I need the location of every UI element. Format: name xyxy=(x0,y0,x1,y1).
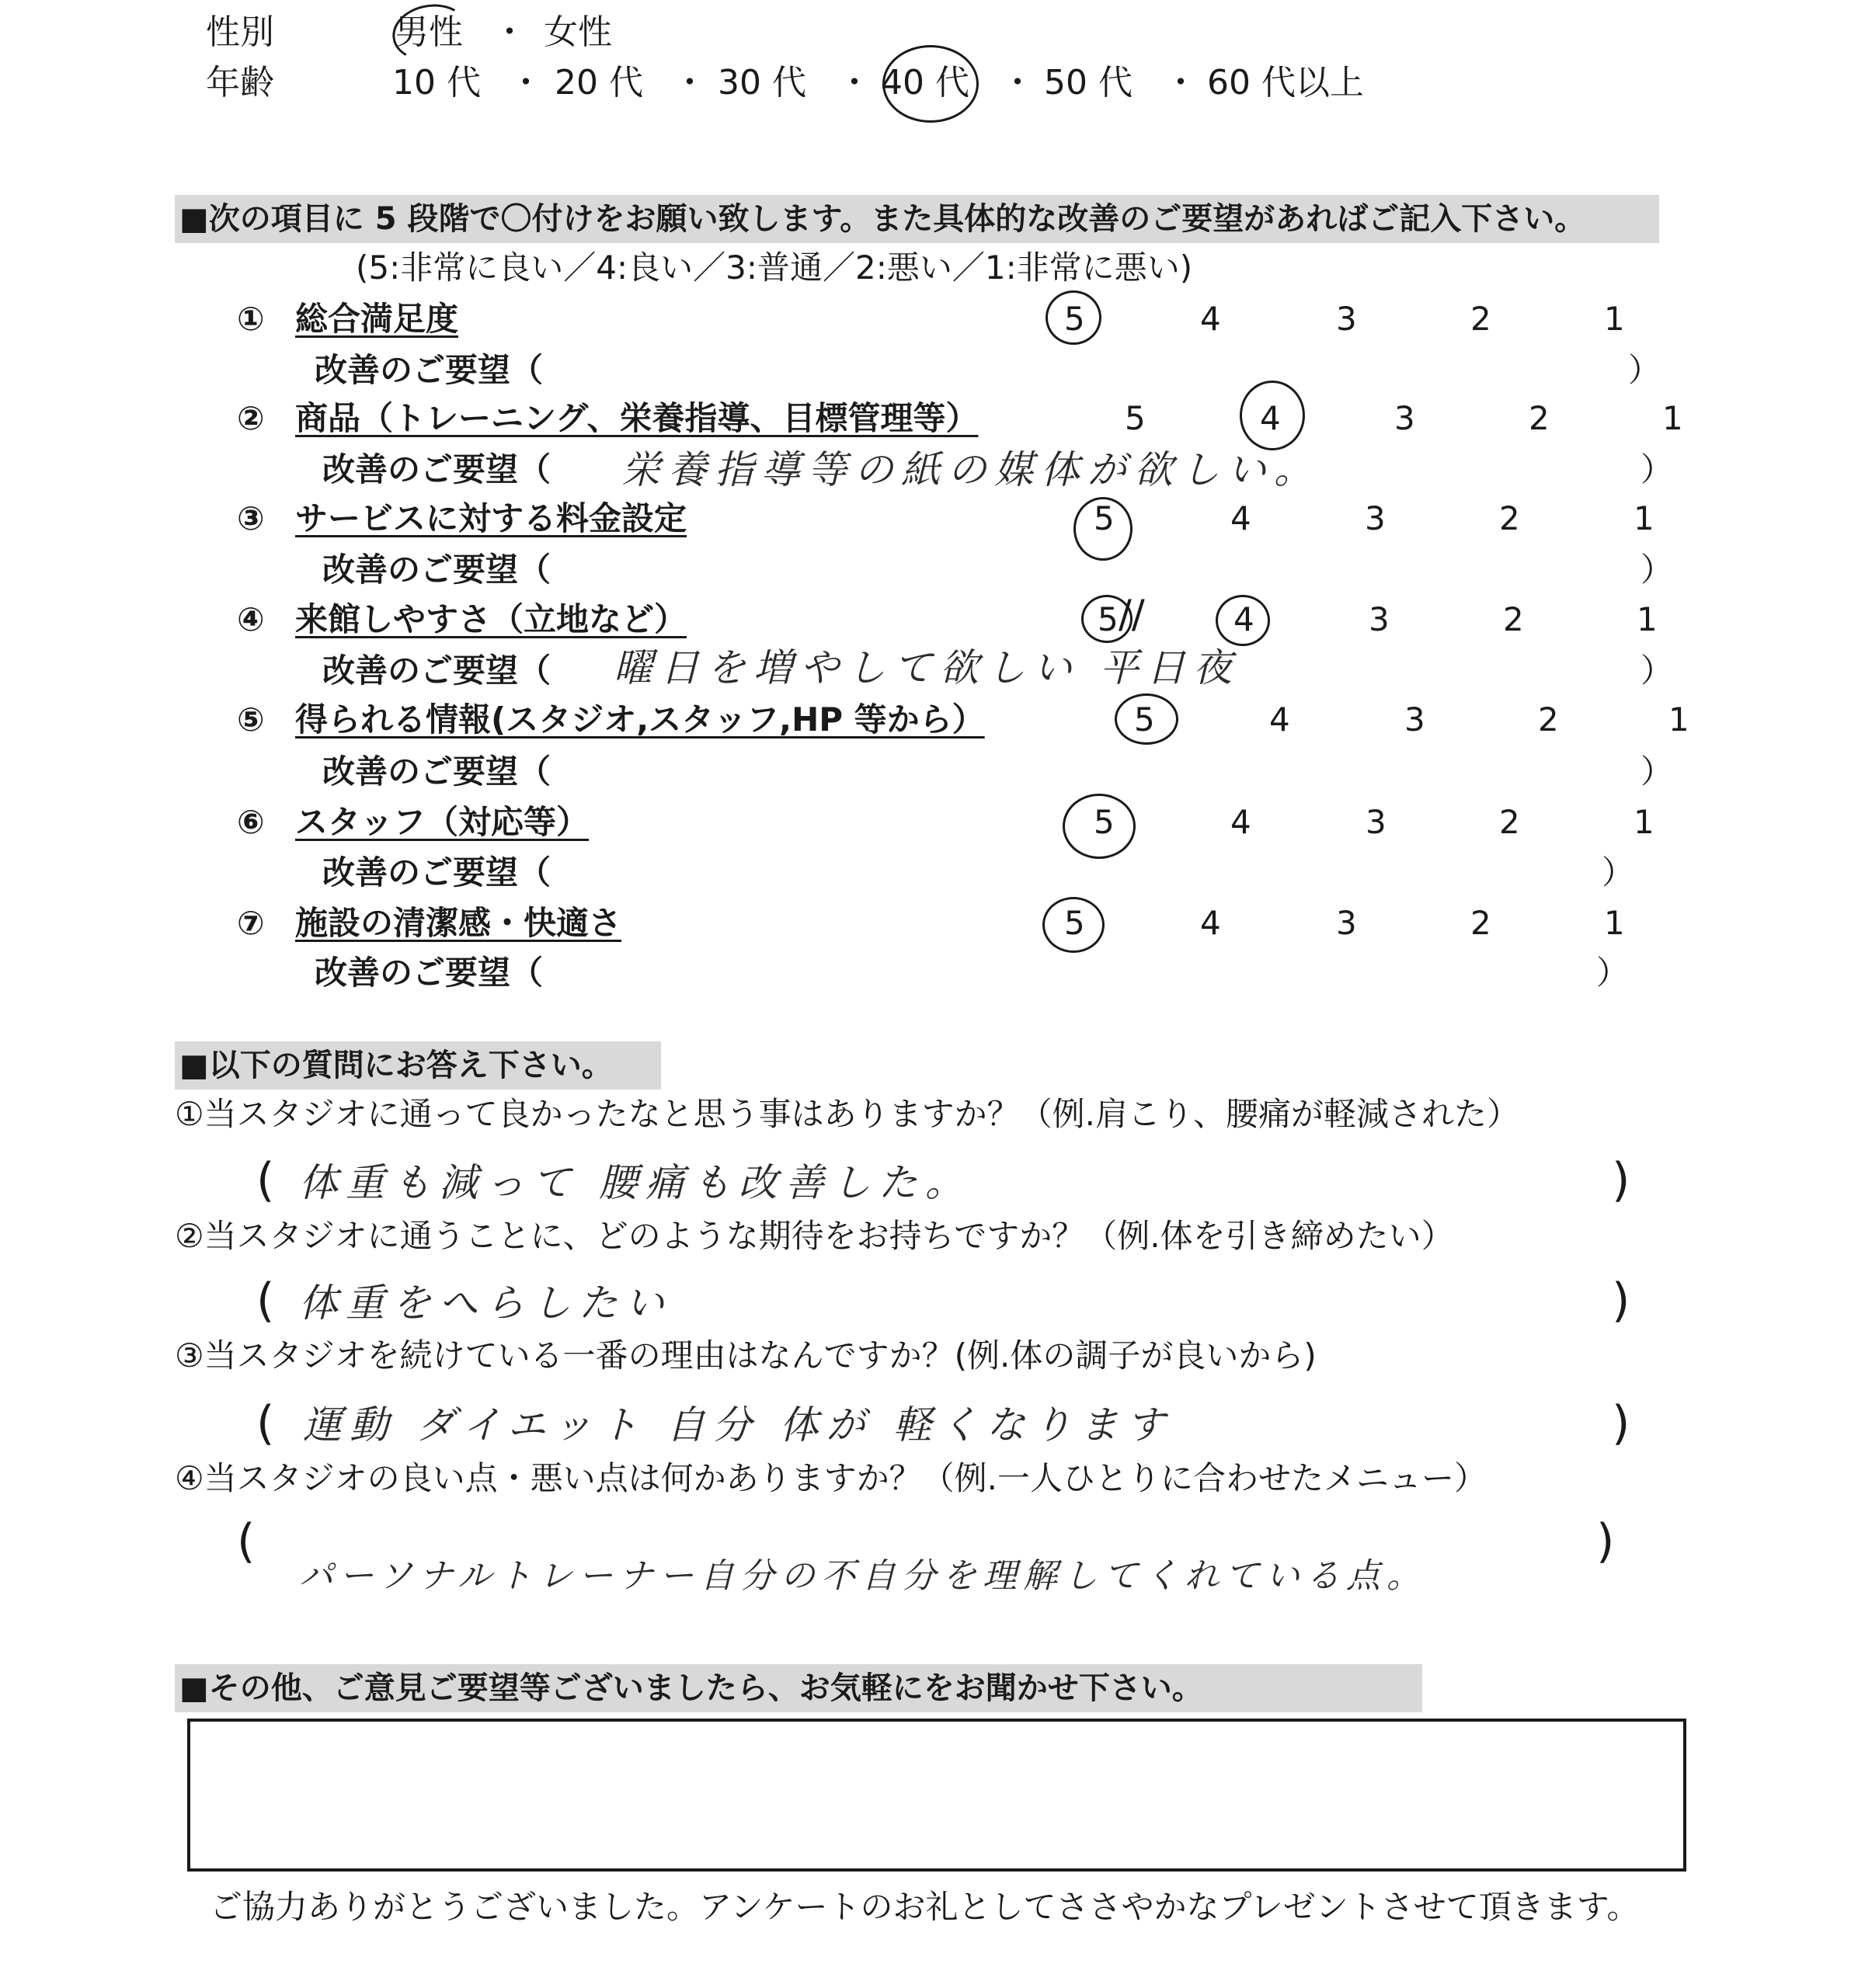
item-label-products: 商品（トレーニング、栄養指導、目標管理等） xyxy=(295,399,979,437)
item-number: ④ xyxy=(237,600,265,638)
request-label: 改善のご要望（ xyxy=(322,551,551,589)
age-separator: ・ xyxy=(837,63,872,103)
score-option[interactable]: 5 xyxy=(1094,803,1115,841)
age-separator: ・ xyxy=(509,63,543,103)
score-option[interactable]: 4 xyxy=(1200,904,1221,942)
score-option[interactable]: 5 xyxy=(1094,499,1115,537)
selected-score-circle xyxy=(1042,897,1105,953)
answer-open-paren: ( xyxy=(237,1514,256,1569)
item-number: ⑥ xyxy=(237,803,265,841)
score-option[interactable]: 2 xyxy=(1538,700,1559,739)
item-label-pricing: サービスに対する料金設定 xyxy=(295,499,687,537)
score-option[interactable]: 5 xyxy=(1064,300,1085,338)
request-close-paren: ） xyxy=(1596,954,1630,992)
request-answer-handwritten[interactable]: 曜日を増やして欲しい 平日夜 xyxy=(614,645,1240,690)
strike-mark: // xyxy=(1119,592,1145,637)
question-1: ①当スタジオに通って良かったなと思う事はありますか？（例.肩こり、腰痛が軽減された） xyxy=(175,1095,1520,1133)
score-option[interactable]: 5 xyxy=(1064,904,1085,942)
request-close-paren: ） xyxy=(1602,853,1635,891)
item-number: ① xyxy=(237,300,265,338)
age-selected-circle xyxy=(882,45,979,123)
age-separator: ・ xyxy=(673,63,707,103)
score-option[interactable]: 3 xyxy=(1366,803,1387,841)
answer-4-handwritten[interactable]: パーソナルトレーナー自分の不自分を理解してくれている点。 xyxy=(299,1556,1428,1596)
request-close-paren: ） xyxy=(1641,450,1674,488)
request-label: 改善のご要望（ xyxy=(322,450,551,488)
item-number: ② xyxy=(237,399,265,437)
rating-section-title: ■次の項目に 5 段階で〇付けをお願い致します。また具体的な改善のご要望があればご記入下さい。 xyxy=(175,195,1659,243)
request-label: 改善のご要望（ xyxy=(322,752,551,791)
score-option[interactable]: 5 xyxy=(1098,600,1119,638)
request-close-paren: ） xyxy=(1628,351,1661,389)
item-label-accessibility: 来館しやすさ（立地など） xyxy=(295,600,687,638)
score-option[interactable]: 2 xyxy=(1470,904,1491,942)
item-label-cleanliness: 施設の清潔感・快適さ xyxy=(295,904,622,942)
score-option[interactable]: 3 xyxy=(1404,700,1425,739)
age-option-40s[interactable]: 40 代 xyxy=(881,63,969,103)
score-option[interactable]: 4 xyxy=(1260,399,1281,437)
score-option[interactable]: 3 xyxy=(1336,904,1357,942)
comments-section-title: ■その他、ご意見ご要望等ございましたら、お気軽にをお聞かせ下さい。 xyxy=(175,1664,1422,1712)
question-section-title: ■以下の質問にお答え下さい。 xyxy=(175,1041,661,1090)
score-option[interactable]: 5 xyxy=(1134,700,1155,739)
request-label: 改善のご要望（ xyxy=(315,351,544,389)
request-close-paren: ） xyxy=(1641,752,1674,791)
request-label: 改善のご要望（ xyxy=(322,652,551,690)
answer-3-handwritten[interactable]: 運動 ダイエット 自分 体が 軽くなります xyxy=(303,1402,1173,1448)
answer-close-paren: ) xyxy=(1612,1153,1630,1208)
question-2: ②当スタジオに通うことに、どのような期待をお持ちですか？（例.体を引き締めたい） xyxy=(175,1217,1454,1255)
score-option[interactable]: 3 xyxy=(1394,399,1415,437)
score-option[interactable]: 1 xyxy=(1634,499,1654,537)
score-option[interactable]: 4 xyxy=(1233,600,1254,638)
score-option[interactable]: 1 xyxy=(1662,399,1683,437)
age-separator: ・ xyxy=(1164,63,1198,103)
answer-close-paren: ) xyxy=(1596,1514,1615,1569)
selected-score-circle xyxy=(1216,595,1270,646)
score-option[interactable]: 1 xyxy=(1637,600,1658,638)
gender-option-male[interactable]: 男性 xyxy=(395,12,463,52)
rating-scale-legend: (5:非常に良い／4:良い／3:普通／2:悪い／1:非常に悪い) xyxy=(356,248,1193,287)
selected-score-circle xyxy=(1063,794,1136,859)
score-option[interactable]: 4 xyxy=(1230,499,1251,537)
age-separator: ・ xyxy=(1000,63,1035,103)
score-option[interactable]: 2 xyxy=(1499,499,1520,537)
item-number: ⑤ xyxy=(237,700,265,739)
score-option[interactable]: 2 xyxy=(1499,803,1520,841)
item-label-staff: スタッフ（対応等） xyxy=(295,803,590,841)
gender-selected-circle xyxy=(388,0,472,67)
answer-close-paren: ) xyxy=(1612,1274,1630,1328)
answer-2-handwritten[interactable]: 体重をへらしたい xyxy=(299,1281,672,1326)
score-option[interactable]: 1 xyxy=(1634,803,1654,841)
answer-1-handwritten[interactable]: 体重も減って 腰痛も改善した。 xyxy=(299,1160,972,1205)
comments-textarea[interactable] xyxy=(187,1719,1686,1872)
score-option[interactable]: 4 xyxy=(1230,803,1251,841)
answer-open-paren: ( xyxy=(256,1153,275,1208)
gender-separator: ・ xyxy=(492,12,527,52)
question-4: ④当スタジオの良い点・悪い点は何かありますか？（例.一人ひとりに合わせたメニュー） xyxy=(175,1459,1487,1497)
answer-close-paren: ) xyxy=(1612,1396,1630,1451)
age-option-30s[interactable]: 30 代 xyxy=(718,63,806,103)
score-option[interactable]: 5 xyxy=(1125,399,1146,437)
thank-you-note: ご協力ありがとうございました。アンケートのお礼としてささやかなプレゼントさせて頂きます。 xyxy=(210,1888,1640,1926)
score-option[interactable]: 4 xyxy=(1269,700,1290,739)
answer-open-paren: ( xyxy=(256,1396,275,1451)
request-answer-handwritten[interactable]: 栄養指導等の紙の媒体が欲しい。 xyxy=(621,447,1320,492)
score-option[interactable]: 3 xyxy=(1365,499,1386,537)
request-label: 改善のご要望（ xyxy=(322,853,551,891)
question-3: ③当スタジオを続けている一番の理由はなんですか？(例.体の調子が良いから) xyxy=(175,1336,1317,1375)
age-option-10s[interactable]: 10 代 xyxy=(392,63,481,103)
score-option[interactable]: 3 xyxy=(1336,300,1357,338)
score-option[interactable]: 3 xyxy=(1369,600,1390,638)
item-label-information: 得られる情報(スタジオ,スタッフ,HP 等から） xyxy=(295,700,985,739)
gender-option-female[interactable]: 女性 xyxy=(544,12,612,52)
answer-open-paren: ( xyxy=(256,1274,275,1328)
age-label: 年齢 xyxy=(206,63,274,103)
selected-score-circle xyxy=(1046,290,1101,345)
score-option[interactable]: 4 xyxy=(1200,300,1221,338)
selected-score-circle xyxy=(1240,381,1305,450)
selected-score-circle xyxy=(1073,497,1133,561)
age-option-20s[interactable]: 20 代 xyxy=(555,63,643,103)
score-option[interactable]: 2 xyxy=(1470,300,1491,338)
score-option[interactable]: 1 xyxy=(1604,300,1625,338)
score-option[interactable]: 2 xyxy=(1529,399,1550,437)
age-option-50s[interactable]: 50 代 xyxy=(1044,63,1133,103)
score-option[interactable]: 2 xyxy=(1503,600,1524,638)
request-label: 改善のご要望（ xyxy=(315,954,544,992)
selected-score-circle xyxy=(1115,693,1178,745)
gender-label: 性別 xyxy=(206,12,274,52)
item-label-overall-satisfaction: 総合満足度 xyxy=(295,300,459,338)
age-option-60s-plus[interactable]: 60 代以上 xyxy=(1207,63,1364,103)
item-number: ⑦ xyxy=(237,904,265,942)
item-number: ③ xyxy=(237,499,265,537)
score-option[interactable]: 1 xyxy=(1604,904,1625,942)
request-close-paren: ） xyxy=(1641,652,1674,690)
score-option[interactable]: 1 xyxy=(1668,700,1689,739)
request-close-paren: ） xyxy=(1641,551,1674,589)
